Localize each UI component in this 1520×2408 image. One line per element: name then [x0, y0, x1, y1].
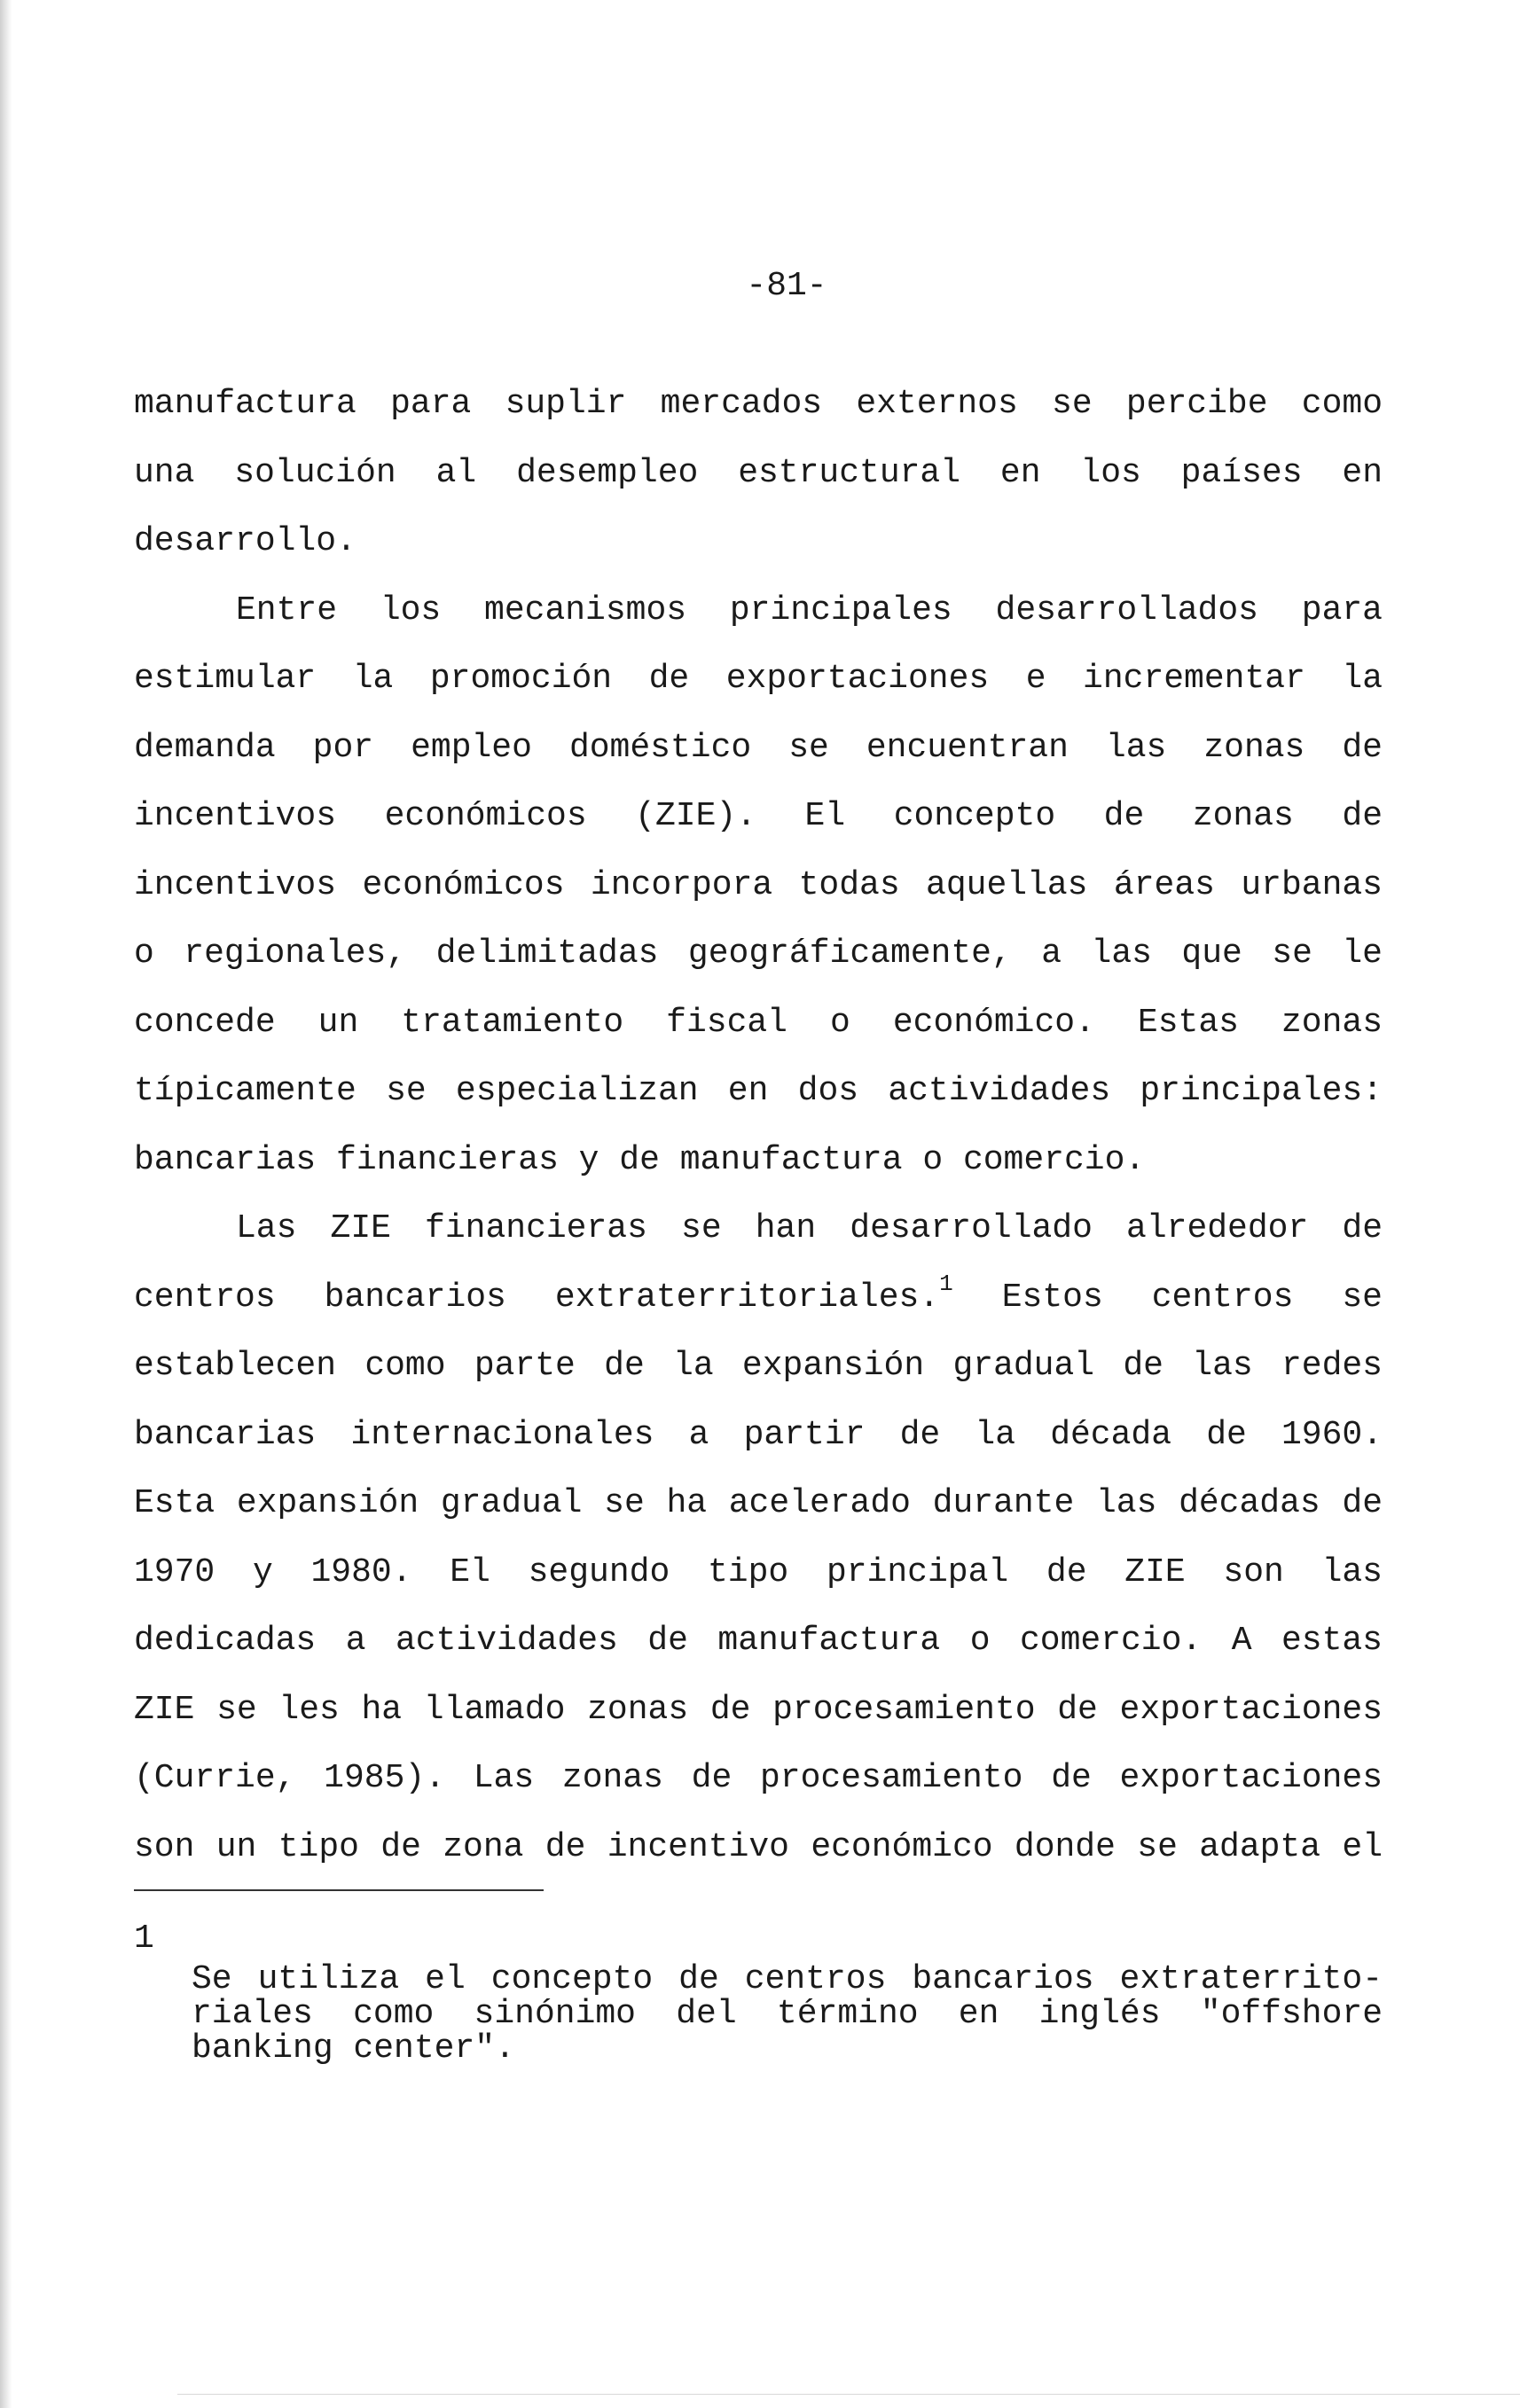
text-line: Esta expansión gradual se ha acelerado durante las décadas de	[134, 1484, 1383, 1522]
text-line: desarrollo.	[134, 522, 356, 560]
text-line: demanda por empleo doméstico se encuentran las zonas de	[134, 728, 1383, 767]
footnote-line: Se utiliza el concepto de centros bancarios extraterrito-	[192, 1960, 1383, 1998]
text-line: ZIE se les ha llamado zonas de procesamiento de exportaciones	[134, 1690, 1383, 1729]
text-line: manufactura para suplir mercados externos se percibe como	[134, 385, 1383, 423]
text-line: bancarias internacionales a partir de la década de 1960.	[134, 1415, 1383, 1454]
text-line: establecen como parte de la expansión gradual de las redes	[134, 1347, 1383, 1385]
text-line-part: Estos centros se	[1001, 1278, 1383, 1317]
text-line: Entre los mecanismos principales desarrollados para	[236, 590, 1383, 629]
scan-edge-shadow	[0, 0, 12, 2408]
footnote-line: riales como sinónimo del término en inglés "offshore	[192, 1995, 1383, 2033]
footnote-text	[192, 1962, 1383, 2066]
footnote-marker: 1	[134, 1919, 154, 1958]
text-line: (Currie, 1985). Las zonas de procesamiento de exportaciones	[134, 1759, 1383, 1797]
text-line-part: centros bancarios extraterritoriales.	[134, 1278, 940, 1317]
text-line: o regionales, delimitadas geográficamente, a las que se le	[134, 934, 1383, 973]
text-line: incentivos económicos (ZIE). El concepto de zonas de	[134, 797, 1383, 835]
body-text	[134, 370, 1383, 1881]
footnote-reference: 1	[939, 1270, 953, 1297]
text-line: una solución al desempleo estructural en los países en	[134, 453, 1383, 492]
page-number: -81-	[746, 267, 827, 305]
footnote-line: banking center".	[192, 2029, 515, 2068]
text-line: estimular la promoción de exportaciones e incrementar la	[134, 660, 1383, 698]
text-line: 1970 y 1980. El segundo tipo principal de ZIE son las	[134, 1552, 1383, 1591]
scan-bottom-line	[177, 2394, 1520, 2395]
text-line: típicamente se especializan en dos actividades principales:	[134, 1072, 1383, 1110]
text-line: concede un tratamiento fiscal o económico. Estas zonas	[134, 1003, 1383, 1042]
footnote-rule	[134, 1889, 544, 1891]
text-line: bancarias financieras y de manufactura o comercio.	[134, 1140, 1146, 1179]
text-line: Las ZIE financieras se han desarrollado alrededor de	[236, 1209, 1383, 1247]
text-line: dedicadas a actividades de manufactura o comercio. A estas	[134, 1622, 1383, 1660]
text-line: son un tipo de zona de incentivo económico donde se adapta el	[134, 1827, 1383, 1866]
text-line	[134, 1263, 1383, 1333]
text-line: incentivos económicos incorpora todas aquellas áreas urbanas	[134, 865, 1383, 904]
